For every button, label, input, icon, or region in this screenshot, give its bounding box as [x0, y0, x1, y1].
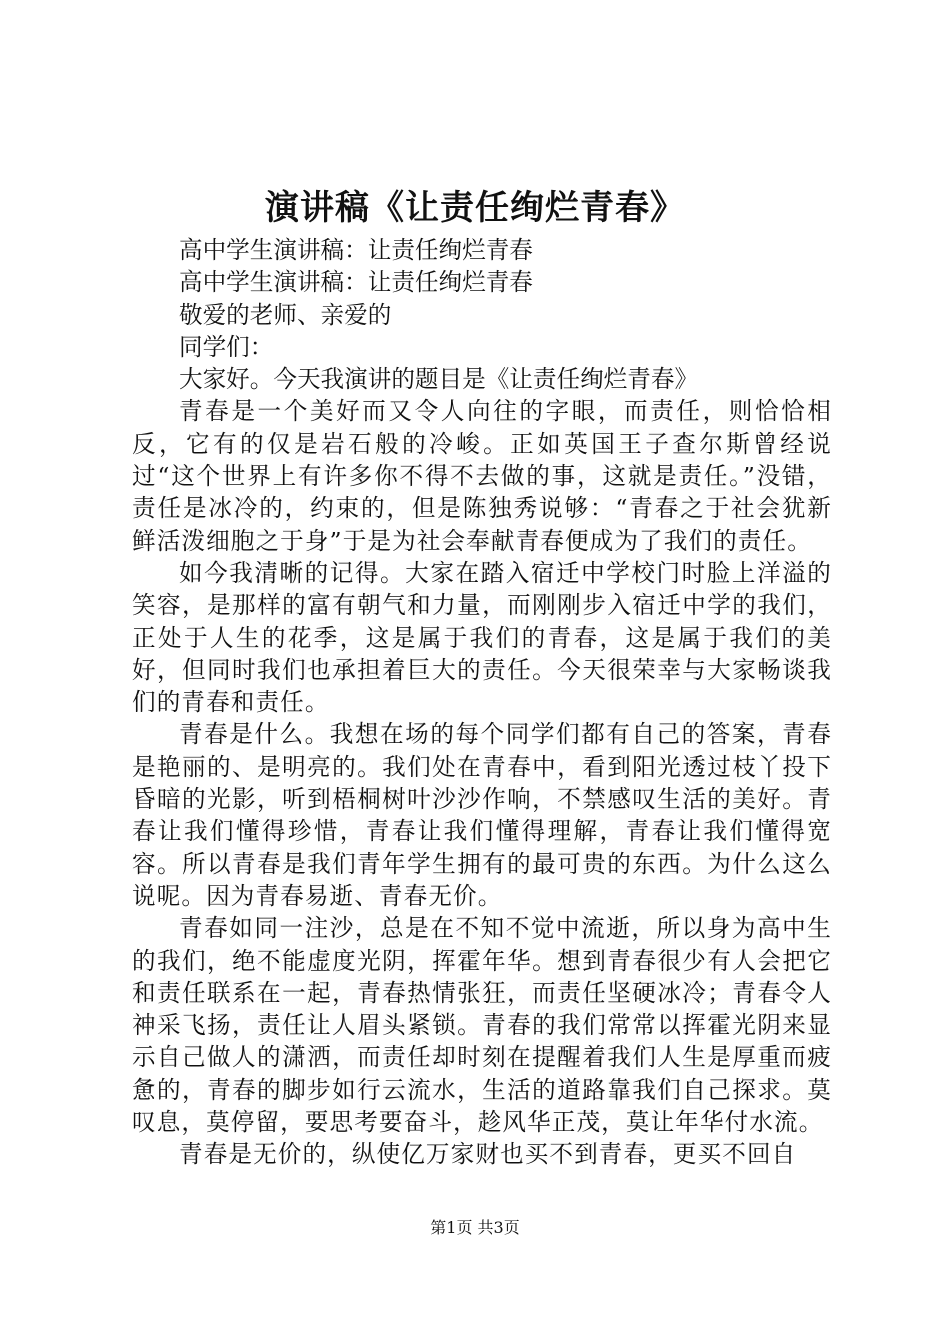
- document-title: 演讲稿《让责任绚烂青春》: [265, 188, 685, 228]
- document-body: [132, 234, 832, 1171]
- subtitle-line-repeat: 高中学生演讲稿：让责任绚烂青春: [179, 268, 533, 297]
- paragraph-1: 青春是一个美好而又令人向往的字眼，而责任，则恰恰相反，它有的仅是岩石般的冷峻。正如英国王子查尔斯曾经说过“这个世界上有许多你不得不去做的事，这就是责任。”没错，责任是冰冷的，约束的，但是陈独秀说够：“青春之于社会犹新鲜活泼细胞之于身”于是为社会奉献青春便成为了我们的责任。: [132, 397, 832, 555]
- subtitle-line: 高中学生演讲稿：让责任绚烂青春: [179, 236, 533, 264]
- paragraph-5: 青春是无价的，纵使亿万家财也买不到青春，更买不回自: [179, 1140, 797, 1169]
- page-footer: 第1页 共3页: [430, 1218, 520, 1237]
- paragraph-4: 青春如同一注沙，总是在不知不觉中流逝，所以身为高中生的我们，绝不能虚度光阴，挥霍年华。想到青春很少有人会把它和责任联系在一起，青春热情张狂，而责任坚硬冰冷；青春令人神采飞扬，责任让人眉头紧锁。青春的我们常常以挥霍光阴来显示自己做人的潇洒，而责任却时刻在提醒着我们人生是厚重而疲惫的，青春的脚步如行云流水，生活的道路靠我们自己探求。莫叹息，莫停留，要思考要奋斗，趁风华正茂，莫让年华付水流。: [132, 914, 832, 1137]
- paragraph-2: 如今我清晰的记得。大家在踏入宿迁中学校门时脸上洋溢的笑容，是那样的富有朝气和力量，而刚刚步入宿迁中学的我们，正处于人生的花季，这是属于我们的青春，这是属于我们的美好，但同时我们也承担着巨大的责任。今天很荣幸与大家畅谈我们的青春和责任。: [132, 558, 832, 717]
- salutation-line: 敬爱的老师、亲爱的: [179, 300, 392, 329]
- paragraph-3: 青春是什么。我想在场的每个同学们都有自己的答案，青春是艳丽的、是明亮的。我们处在青春中，看到阳光透过枝丫投下昏暗的光影，听到梧桐树叶沙沙作响，不禁感叹生活的美好。青春让我们懂得珍惜，青春让我们懂得理解，青春让我们懂得宽容。所以青春是我们青年学生拥有的最可贵的东西。为什么这么说呢。因为青春易逝、青春无价。: [132, 720, 832, 910]
- greeting-line: 大家好。今天我演讲的题目是《让责任绚烂青春》: [179, 365, 699, 394]
- salutation-line-continued: 同学们：: [179, 332, 274, 361]
